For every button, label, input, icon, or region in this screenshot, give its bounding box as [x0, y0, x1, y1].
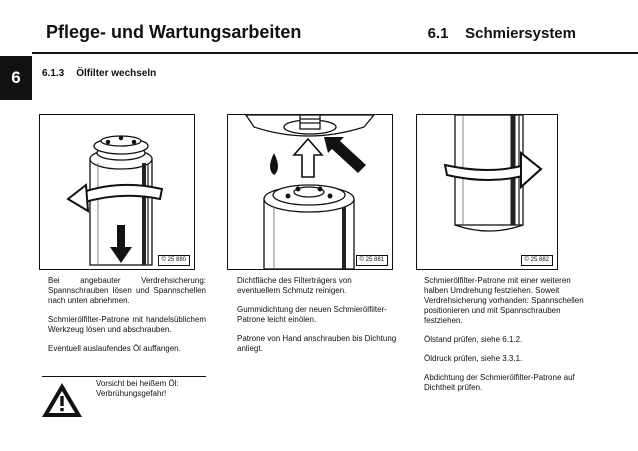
paragraph: Schmierölfilter-Patrone mit einer weiteren halben Umdrehung festziehen. Soweit Verdrehsicherung vorhanden: Spannschellen positionieren und mit Spannschrauben festziehen. — [424, 276, 584, 325]
paragraph: Bei angebauter Verdrehsicherung: Spannschrauben lösen und Spannschellen nach unten abnehmen. — [48, 276, 206, 305]
warning-line: Vorsicht bei heißem Öl: — [96, 379, 179, 388]
figure-tighten-filter — [416, 114, 558, 270]
warning-divider — [42, 376, 206, 377]
paragraph: Schmierölfilter-Patrone mit handelsüblichem Werkzeug lösen und abschrauben. — [48, 315, 206, 334]
subsection-number: 6.1.3 — [42, 68, 65, 79]
up-arrow-icon — [294, 139, 322, 177]
figure-reference: © 25 881 — [356, 255, 388, 266]
header-divider — [32, 52, 638, 54]
instructions-column-3 — [424, 276, 584, 402]
paragraph: Ölstand prüfen, siehe 6.1.2. — [424, 335, 523, 344]
instructions-column-2 — [237, 276, 397, 363]
paragraph: Dichtfläche des Filterträgers von eventuellem Schmutz reinigen. — [237, 276, 352, 295]
oil-drop-icon — [270, 153, 278, 175]
subsection-title: Ölfilter wechseln — [76, 68, 157, 79]
subsection-heading — [42, 68, 156, 79]
filter-carrier-icon — [246, 115, 374, 136]
section-title: Schmiersystem — [465, 25, 576, 42]
figure-illustration — [228, 115, 392, 269]
figure-remove-filter — [39, 114, 195, 270]
page-title: Pflege- und Wartungsarbeiten — [46, 22, 302, 42]
instructions-column-1 — [48, 276, 206, 363]
figure-illustration — [417, 115, 557, 269]
figure-reference: © 25 882 — [521, 255, 553, 266]
oil-filter-cartridge-icon — [264, 185, 354, 269]
paragraph: Öldruck prüfen, siehe 3.3.1. — [424, 354, 523, 363]
warning-triangle-icon — [40, 381, 84, 419]
warning-line: Verbrühungsgefahr! — [96, 389, 167, 398]
chapter-tab: 6 — [0, 56, 32, 100]
paragraph: Gummidichtung der neuen Schmierölfilter-Patrone leicht einölen. — [237, 305, 387, 324]
paragraph: Eventuell auslaufendes Öl auffangen. — [48, 344, 181, 353]
section-number: 6.1 — [427, 25, 449, 42]
figure-reference: © 25 880 — [158, 255, 190, 266]
pointer-arrow-icon — [324, 137, 366, 173]
figure-illustration — [40, 115, 194, 269]
section-heading — [428, 25, 576, 42]
paragraph: Abdichtung der Schmierölfilter-Patrone auf Dichtheit prüfen. — [424, 373, 575, 392]
paragraph: Patrone von Hand anschrauben bis Dichtung anliegt. — [237, 334, 397, 353]
figure-install-filter — [227, 114, 393, 270]
warning-text — [96, 379, 179, 399]
